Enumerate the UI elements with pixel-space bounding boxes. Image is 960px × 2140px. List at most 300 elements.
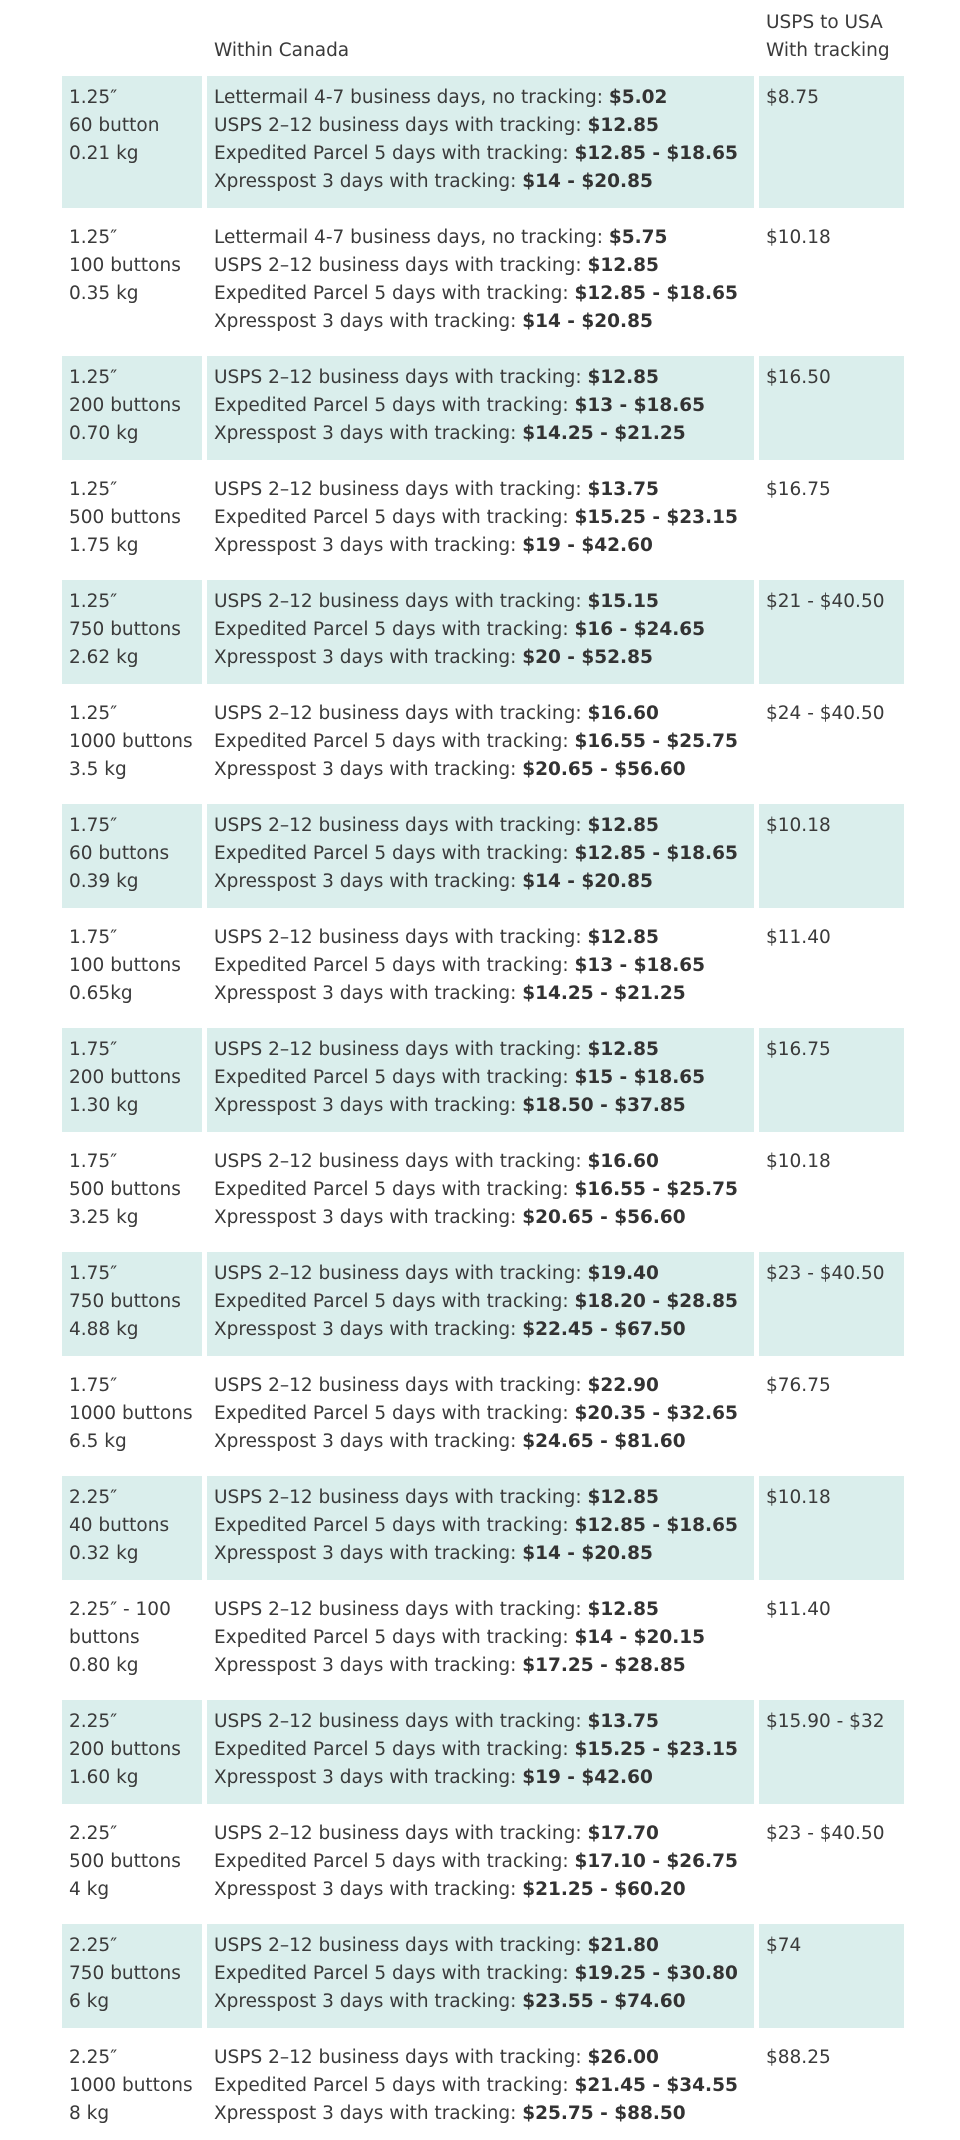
rate-price: $24.65 - $81.60 xyxy=(522,1431,686,1452)
package-size-cell xyxy=(62,76,202,208)
package-size-cell xyxy=(62,1588,202,1692)
rate-line xyxy=(214,1960,747,1988)
package-size-cell xyxy=(62,1476,202,1580)
rate-line xyxy=(214,700,747,728)
row-gap-cell xyxy=(62,572,904,580)
canada-rates-cell xyxy=(207,76,754,208)
rate-label: Xpresspost 3 days with tracking: xyxy=(214,1991,523,2012)
rate-price: $14.25 - $21.25 xyxy=(522,983,686,1004)
package-weight: 1.60 kg xyxy=(69,1767,139,1788)
rate-label: USPS 2–12 business days with tracking: xyxy=(214,1039,588,1060)
package-weight: 8 kg xyxy=(69,2103,110,2124)
package-qty: 1000 buttons xyxy=(69,1403,193,1424)
header-usps-usa-line2: With tracking xyxy=(766,40,890,61)
usa-rate: $76.75 xyxy=(766,1375,831,1396)
usa-rate: $10.18 xyxy=(766,227,831,248)
rate-line xyxy=(214,1176,747,1204)
table-row xyxy=(62,2036,904,2140)
rate-label: Xpresspost 3 days with tracking: xyxy=(214,1879,523,1900)
rate-label: Xpresspost 3 days with tracking: xyxy=(214,1319,523,1340)
canada-rates-cell xyxy=(207,1028,754,1132)
rate-label: USPS 2–12 business days with tracking: xyxy=(214,1263,588,1284)
rate-price: $12.85 - $18.65 xyxy=(574,843,738,864)
package-size-cell xyxy=(62,1700,202,1804)
usa-rate: $24 - $40.50 xyxy=(766,703,885,724)
rate-label: Expedited Parcel 5 days with tracking: xyxy=(214,955,575,976)
rate-label: USPS 2–12 business days with tracking: xyxy=(214,815,588,836)
rate-price: $13 - $18.65 xyxy=(574,395,706,416)
canada-rates-cell xyxy=(207,2036,754,2140)
package-qty: 750 buttons xyxy=(69,619,181,640)
package-size-cell xyxy=(62,1812,202,1916)
row-gap xyxy=(62,208,904,216)
package-size-cell xyxy=(62,916,202,1020)
rate-line xyxy=(214,140,747,168)
row-gap xyxy=(62,908,904,916)
rate-line xyxy=(214,1484,747,1512)
rate-label: USPS 2–12 business days with tracking: xyxy=(214,1487,588,1508)
rate-price: $12.85 xyxy=(587,255,659,276)
package-weight: 6 kg xyxy=(69,1991,110,2012)
rate-price: $25.75 - $88.50 xyxy=(522,2103,686,2124)
header-within-canada: Within Canada xyxy=(214,40,350,61)
package-weight: 0.21 kg xyxy=(69,143,139,164)
rate-line xyxy=(214,924,747,952)
usa-rate-cell xyxy=(759,804,904,908)
usa-rate: $10.18 xyxy=(766,1487,831,1508)
rate-price: $12.85 - $18.65 xyxy=(574,1515,738,1536)
usa-rate-cell xyxy=(759,916,904,1020)
package-size-cell xyxy=(62,1364,202,1468)
row-gap xyxy=(62,1132,904,1140)
table-row xyxy=(62,1588,904,1692)
package-size-cell xyxy=(62,2036,202,2140)
rate-line xyxy=(214,1372,747,1400)
rate-price: $12.85 xyxy=(587,115,659,136)
row-gap xyxy=(62,1244,904,1252)
table-row xyxy=(62,580,904,684)
rate-line xyxy=(214,756,747,784)
package-size-cell xyxy=(62,692,202,796)
canada-rates-cell xyxy=(207,804,754,908)
rate-price: $13.75 xyxy=(587,479,659,500)
rate-line xyxy=(214,728,747,756)
rate-price: $12.85 xyxy=(587,927,659,948)
rate-line xyxy=(214,280,747,308)
package-size: 1.75″ xyxy=(69,815,118,836)
package-weight: 0.70 kg xyxy=(69,423,139,444)
package-size: 1.25″ xyxy=(69,703,118,724)
package-weight: 0.80 kg xyxy=(69,1655,139,1676)
rate-line xyxy=(214,1512,747,1540)
rate-line xyxy=(214,868,747,896)
usa-rate: $15.90 - $32 xyxy=(766,1711,885,1732)
rate-price: $12.85 xyxy=(587,1487,659,1508)
package-qty: 750 buttons xyxy=(69,1963,181,1984)
rate-line xyxy=(214,1400,747,1428)
row-gap xyxy=(62,1580,904,1588)
rate-price: $14 - $20.15 xyxy=(574,1627,706,1648)
usa-rate: $23 - $40.50 xyxy=(766,1263,885,1284)
usa-rate-cell xyxy=(759,1812,904,1916)
rate-line xyxy=(214,1428,747,1456)
rate-line xyxy=(214,980,747,1008)
rate-line xyxy=(214,476,747,504)
usa-rate: $88.25 xyxy=(766,2047,831,2068)
package-qty: 750 buttons xyxy=(69,1291,181,1312)
package-size: 2.25″ xyxy=(69,1823,118,1844)
usa-rate: $21 - $40.50 xyxy=(766,591,885,612)
package-size: 2.25″ xyxy=(69,1487,118,1508)
table-row xyxy=(62,1252,904,1356)
rate-label: USPS 2–12 business days with tracking: xyxy=(214,1599,588,1620)
rate-label: Xpresspost 3 days with tracking: xyxy=(214,871,523,892)
rate-line xyxy=(214,1316,747,1344)
rate-label: Expedited Parcel 5 days with tracking: xyxy=(214,1291,575,1312)
rate-line xyxy=(214,1540,747,1568)
package-qty: 500 buttons xyxy=(69,1179,181,1200)
rate-price: $16.60 xyxy=(587,703,659,724)
usa-rate-cell xyxy=(759,1140,904,1244)
rate-label: Xpresspost 3 days with tracking: xyxy=(214,423,523,444)
rate-label: Expedited Parcel 5 days with tracking: xyxy=(214,283,575,304)
rate-line xyxy=(214,1652,747,1680)
package-qty: 40 buttons xyxy=(69,1515,170,1536)
package-size-cell xyxy=(62,580,202,684)
usa-rate-cell xyxy=(759,216,904,348)
rate-label: Expedited Parcel 5 days with tracking: xyxy=(214,395,575,416)
package-size: 1.25″ xyxy=(69,87,118,108)
rate-price: $15.25 - $23.15 xyxy=(574,507,738,528)
package-qty: buttons xyxy=(69,1627,140,1648)
table-row xyxy=(62,1476,904,1580)
row-gap-cell xyxy=(62,1580,904,1588)
package-qty: 500 buttons xyxy=(69,1851,181,1872)
usa-rate-cell xyxy=(759,580,904,684)
table-row xyxy=(62,76,904,208)
rate-price: $13.75 xyxy=(587,1711,659,1732)
rate-line xyxy=(214,84,747,112)
package-size-cell xyxy=(62,356,202,460)
rate-line xyxy=(214,252,747,280)
row-gap xyxy=(62,1804,904,1812)
rate-price: $19.25 - $30.80 xyxy=(574,1963,738,1984)
table-row xyxy=(62,216,904,348)
row-gap-cell xyxy=(62,684,904,692)
rate-line xyxy=(214,1596,747,1624)
rate-price: $21.45 - $34.55 xyxy=(574,2075,738,2096)
rate-price: $16.55 - $25.75 xyxy=(574,1179,738,1200)
package-qty: 200 buttons xyxy=(69,1067,181,1088)
package-size-cell xyxy=(62,804,202,908)
rate-price: $20.35 - $32.65 xyxy=(574,1403,738,1424)
table-row xyxy=(62,1700,904,1804)
table-row xyxy=(62,1364,904,1468)
package-qty: 60 buttons xyxy=(69,843,170,864)
rate-line xyxy=(214,1288,747,1316)
row-gap-cell xyxy=(62,2028,904,2036)
rate-price: $12.85 - $18.65 xyxy=(574,143,738,164)
rate-label: Expedited Parcel 5 days with tracking: xyxy=(214,1515,575,1536)
canada-rates-cell xyxy=(207,1476,754,1580)
rate-line xyxy=(214,168,747,196)
rate-line xyxy=(214,1092,747,1120)
rate-label: Expedited Parcel 5 days with tracking: xyxy=(214,2075,575,2096)
usa-rate-cell xyxy=(759,1364,904,1468)
rate-label: USPS 2–12 business days with tracking: xyxy=(214,1711,588,1732)
row-gap-cell xyxy=(62,1468,904,1476)
rate-label: USPS 2–12 business days with tracking: xyxy=(214,1823,588,1844)
rate-price: $20 - $52.85 xyxy=(522,647,653,668)
rate-price: $12.85 xyxy=(587,1039,659,1060)
row-gap xyxy=(62,796,904,804)
package-size-cell xyxy=(62,1252,202,1356)
rate-price: $12.85 xyxy=(587,367,659,388)
rate-line xyxy=(214,588,747,616)
rate-label: USPS 2–12 business days with tracking: xyxy=(214,591,588,612)
rate-price: $12.85 xyxy=(587,815,659,836)
package-qty: 1000 buttons xyxy=(69,731,193,752)
rate-price: $22.90 xyxy=(587,1375,659,1396)
rate-line xyxy=(214,112,747,140)
usa-rate-cell xyxy=(759,1476,904,1580)
rate-price: $22.45 - $67.50 xyxy=(522,1319,686,1340)
rate-label: Expedited Parcel 5 days with tracking: xyxy=(214,1851,575,1872)
package-size: 2.25″ xyxy=(69,1711,118,1732)
usa-rate: $16.75 xyxy=(766,479,831,500)
row-gap xyxy=(62,1356,904,1364)
rate-price: $21.25 - $60.20 xyxy=(522,1879,686,1900)
row-gap-cell xyxy=(62,1692,904,1700)
package-size-cell xyxy=(62,216,202,348)
usa-rate-cell xyxy=(759,1252,904,1356)
rate-line xyxy=(214,2072,747,2100)
package-qty: 200 buttons xyxy=(69,1739,181,1760)
rate-label: Expedited Parcel 5 days with tracking: xyxy=(214,1179,575,1200)
rate-price: $14 - $20.85 xyxy=(522,1543,653,1564)
package-size: 1.75″ xyxy=(69,1151,118,1172)
row-gap-cell xyxy=(62,1804,904,1812)
rate-line xyxy=(214,1736,747,1764)
table-row xyxy=(62,916,904,1020)
package-qty: 60 button xyxy=(69,115,160,136)
row-gap xyxy=(62,1020,904,1028)
package-size: 2.25″ xyxy=(69,1935,118,1956)
usa-rate: $8.75 xyxy=(766,87,819,108)
table-row xyxy=(62,692,904,796)
table-row xyxy=(62,1140,904,1244)
row-gap xyxy=(62,1692,904,1700)
canada-rates-cell xyxy=(207,356,754,460)
rate-label: Xpresspost 3 days with tracking: xyxy=(214,171,523,192)
rate-line xyxy=(214,952,747,980)
rate-label: Xpresspost 3 days with tracking: xyxy=(214,647,523,668)
rate-label: USPS 2–12 business days with tracking: xyxy=(214,703,588,724)
package-qty: 100 buttons xyxy=(69,255,181,276)
row-gap-cell xyxy=(62,796,904,804)
rate-label: Expedited Parcel 5 days with tracking: xyxy=(214,1067,575,1088)
usa-rate-cell xyxy=(759,2036,904,2140)
package-qty: 500 buttons xyxy=(69,507,181,528)
rate-price: $17.25 - $28.85 xyxy=(522,1655,686,1676)
header-size xyxy=(62,0,202,76)
header-usps-usa xyxy=(759,0,904,76)
rate-line xyxy=(214,616,747,644)
row-gap-cell xyxy=(62,1356,904,1364)
rate-label: Expedited Parcel 5 days with tracking: xyxy=(214,843,575,864)
package-weight: 0.39 kg xyxy=(69,871,139,892)
table-row xyxy=(62,356,904,460)
rate-price: $16 - $24.65 xyxy=(574,619,706,640)
rate-price: $12.85 xyxy=(587,1599,659,1620)
row-gap-cell xyxy=(62,1132,904,1140)
row-gap-cell xyxy=(62,1020,904,1028)
usa-rate-cell xyxy=(759,356,904,460)
package-weight: 0.32 kg xyxy=(69,1543,139,1564)
row-gap-cell xyxy=(62,1916,904,1924)
canada-rates-cell xyxy=(207,1812,754,1916)
rate-line xyxy=(214,644,747,672)
package-qty: 200 buttons xyxy=(69,395,181,416)
package-size: 1.25″ xyxy=(69,227,118,248)
table-row xyxy=(62,468,904,572)
rate-label: USPS 2–12 business days with tracking: xyxy=(214,1151,588,1172)
table-row xyxy=(62,1812,904,1916)
rate-line xyxy=(214,1932,747,1960)
package-size: 1.25″ xyxy=(69,479,118,500)
rate-label: Expedited Parcel 5 days with tracking: xyxy=(214,143,575,164)
rate-line xyxy=(214,420,747,448)
rate-label: Xpresspost 3 days with tracking: xyxy=(214,311,523,332)
table-row xyxy=(62,804,904,908)
rate-price: $15.15 xyxy=(587,591,659,612)
rate-price: $12.85 - $18.65 xyxy=(574,283,738,304)
rate-price: $13 - $18.65 xyxy=(574,955,706,976)
rate-label: Expedited Parcel 5 days with tracking: xyxy=(214,731,575,752)
rate-label: Xpresspost 3 days with tracking: xyxy=(214,1095,523,1116)
rate-price: $26.00 xyxy=(587,2047,659,2068)
rate-label: USPS 2–12 business days with tracking: xyxy=(214,255,588,276)
canada-rates-cell xyxy=(207,692,754,796)
rate-label: Xpresspost 3 days with tracking: xyxy=(214,1207,523,1228)
usa-rate: $11.40 xyxy=(766,1599,831,1620)
rate-line xyxy=(214,1624,747,1652)
canada-rates-cell xyxy=(207,1252,754,1356)
rate-price: $5.02 xyxy=(608,87,668,108)
rate-price: $15 - $18.65 xyxy=(574,1067,706,1088)
rate-price: $19 - $42.60 xyxy=(522,1767,653,1788)
package-size-cell xyxy=(62,1924,202,2028)
rate-price: $20.65 - $56.60 xyxy=(522,1207,686,1228)
rate-line xyxy=(214,2100,747,2128)
rate-label: USPS 2–12 business days with tracking: xyxy=(214,927,588,948)
package-size: 2.25″ - 100 xyxy=(69,1599,171,1620)
table-row xyxy=(62,1924,904,2028)
rate-line xyxy=(214,1848,747,1876)
package-size: 2.25″ xyxy=(69,2047,118,2068)
rate-price: $21.80 xyxy=(587,1935,659,1956)
rate-label: Expedited Parcel 5 days with tracking: xyxy=(214,1403,575,1424)
canada-rates-cell xyxy=(207,580,754,684)
package-weight: 0.65kg xyxy=(69,983,133,1004)
usa-rate-cell xyxy=(759,1588,904,1692)
rate-label: Xpresspost 3 days with tracking: xyxy=(214,1655,523,1676)
row-gap xyxy=(62,348,904,356)
rate-label: Xpresspost 3 days with tracking: xyxy=(214,1431,523,1452)
rate-price: $5.75 xyxy=(608,227,668,248)
header-usps-usa-line1: USPS to USA xyxy=(766,12,883,33)
rate-label: USPS 2–12 business days with tracking: xyxy=(214,1375,588,1396)
rate-label: Expedited Parcel 5 days with tracking: xyxy=(214,1739,575,1760)
table-header-row xyxy=(62,0,904,76)
rate-price: $19.40 xyxy=(587,1263,659,1284)
row-gap-cell xyxy=(62,348,904,356)
rate-price: $15.25 - $23.15 xyxy=(574,1739,738,1760)
rate-price: $16.60 xyxy=(587,1151,659,1172)
package-weight: 4.88 kg xyxy=(69,1319,139,1340)
rate-line xyxy=(214,308,747,336)
canada-rates-cell xyxy=(207,216,754,348)
rate-line xyxy=(214,532,747,560)
package-weight: 3.25 kg xyxy=(69,1207,139,1228)
canada-rates-cell xyxy=(207,468,754,572)
rate-label: Expedited Parcel 5 days with tracking: xyxy=(214,1963,575,1984)
rate-price: $20.65 - $56.60 xyxy=(522,759,686,780)
table-row xyxy=(62,1028,904,1132)
row-gap xyxy=(62,684,904,692)
usa-rate-cell xyxy=(759,692,904,796)
package-size-cell xyxy=(62,1028,202,1132)
rate-label: Expedited Parcel 5 days with tracking: xyxy=(214,1627,575,1648)
rate-line xyxy=(214,504,747,532)
row-gap xyxy=(62,1916,904,1924)
row-gap xyxy=(62,460,904,468)
canada-rates-cell xyxy=(207,1700,754,1804)
rate-line xyxy=(214,1820,747,1848)
rate-label: USPS 2–12 business days with tracking: xyxy=(214,479,588,500)
usa-rate: $16.50 xyxy=(766,367,831,388)
package-weight: 4 kg xyxy=(69,1879,110,1900)
rate-line xyxy=(214,1204,747,1232)
rate-line xyxy=(214,1876,747,1904)
rate-line xyxy=(214,1260,747,1288)
table-body xyxy=(62,76,904,2140)
rate-price: $18.20 - $28.85 xyxy=(574,1291,738,1312)
canada-rates-cell xyxy=(207,916,754,1020)
rate-price: $14 - $20.85 xyxy=(522,311,653,332)
usa-rate-cell xyxy=(759,76,904,208)
rate-label: Xpresspost 3 days with tracking: xyxy=(214,1543,523,1564)
package-size: 1.75″ xyxy=(69,1263,118,1284)
rate-line xyxy=(214,392,747,420)
package-weight: 0.35 kg xyxy=(69,283,139,304)
rate-line xyxy=(214,1708,747,1736)
rate-line xyxy=(214,840,747,868)
canada-rates-cell xyxy=(207,1588,754,1692)
package-weight: 3.5 kg xyxy=(69,759,127,780)
rate-price: $16.55 - $25.75 xyxy=(574,731,738,752)
package-size: 1.25″ xyxy=(69,591,118,612)
rate-line xyxy=(214,812,747,840)
rate-price: $17.10 - $26.75 xyxy=(574,1851,738,1872)
canada-rates-cell xyxy=(207,1924,754,2028)
rate-label: Expedited Parcel 5 days with tracking: xyxy=(214,619,575,640)
usa-rate: $16.75 xyxy=(766,1039,831,1060)
package-qty: 100 buttons xyxy=(69,955,181,976)
rate-price: $18.50 - $37.85 xyxy=(522,1095,686,1116)
rate-label: Xpresspost 3 days with tracking: xyxy=(214,535,523,556)
package-weight: 2.62 kg xyxy=(69,647,139,668)
